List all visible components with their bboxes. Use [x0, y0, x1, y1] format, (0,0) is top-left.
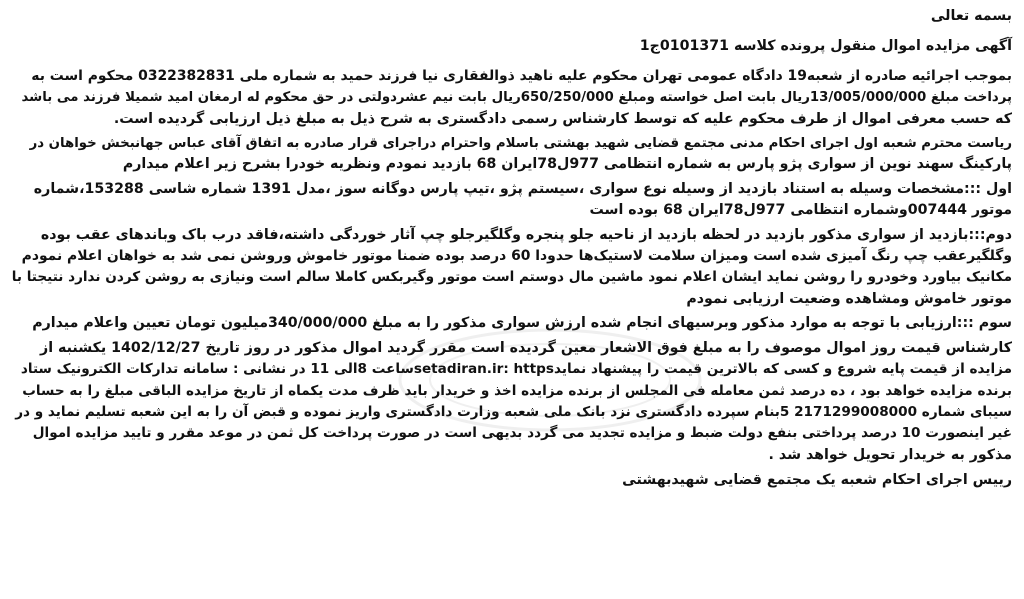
text-line: کارشناس قیمت روز اموال موصوف را به مبلغ فوق الاشعار معین گردیده است مقرر گردید اموال مذکور در روز تاریخ 1402/12/27 یکشنبه از [40, 339, 1012, 356]
paragraph-valuation [12, 313, 1012, 334]
text-line: غیر اینصورت 10 درصد پرداختی بنفع دولت ضبط و مزایده تجدید می گردد بدیهی است در صورت پرداخت کل ثمن در موعد مقرر و تایید مزایده اموال [32, 425, 1012, 442]
paragraph-auction-terms [12, 338, 1012, 466]
text-line: پرداخت مبلغ 13/005/000/000ریال بابت اصل خواسته ومبلغ 650/250/000ریال بابت نیم عشردولتی در حق محکوم له ارمغان امید شمیلا فرزند می باشد [21, 90, 1012, 106]
text-line: برنده مزایده خواهد بود ، ده درصد ثمن معامله فی المجلس از برنده مزایده اخذ و خریدار باید ظرف مدت یکماه از تاریخ مزایده الباقی مبلغ را به حساب [22, 382, 1012, 399]
text-line: که حسب معرفی اموال از طرف محکوم علیه که توسط کارشناس رسمی دادگستری به شرح ذیل به مبلغ ذیل ارزیابی گردیده است. [113, 110, 1012, 127]
text-line: مکانیک بیاورد وخودرو را روشن نماید ایشان اعلام نمود ماشین مال دوستم است موتور وگیربکس کاملا سالم است ونیازی به روشن کردن ندارد نتیجتا با [11, 269, 1012, 286]
paragraph-inspection [12, 225, 1012, 311]
text-line: مذکور به خریدار تحویل خواهد شد . [768, 446, 1012, 463]
paragraph-execution-order [12, 66, 1012, 130]
text-line: اول :::مشخصات وسیله به استناد بازدید از وسیله نوع سواری ،سیستم پژو ،تیپ پارس دوگانه سوز ،مدل 1391 شماره شاسی 153288،شماره [33, 180, 1012, 197]
text-line: بموجب اجرائیه صادره از شعبه19 دادگاه عمومی تهران محکوم علیه ناهید ذوالفقاری نیا فرزند حمید به شماره ملی 0322382831 محکوم است به [31, 67, 1012, 84]
text-line: موتور خاموش ومشاهده وضعیت ارزیابی نمودم [686, 290, 1012, 307]
text-line: پارکینگ سهند نوین از سواری پژو پارس به شماره انتظامی 977ل78ایران 68 بازدید نمودم ونظریه خودرا بشرح زیر اعلام میدارم [122, 156, 1012, 173]
text-line: ریاست محترم شعبه اول اجرای احکام مدنی مجتمع قضایی شهید بهشتی باسلام واحترام دراجرای قرار صادره به اتفاق آقای عباس جهانبخش خواهان در [29, 136, 1012, 152]
paragraph-vehicle-specs [12, 179, 1012, 222]
signature-line: رییس اجرای احکام شعبه یک مجتمع قضایی شهیدبهشتی [622, 472, 1012, 489]
text-line: سیبای شماره 2171299008000 5بنام سپرده دادگستری نزد بانک ملی شعبه وزارت دادگستری واریز نموده و قبض آن را به این شعبه تسلیم نماید و در [15, 403, 1012, 420]
document-heading: بسمه تعالی [930, 8, 1012, 24]
text-line: موتور 007444وشماره انتظامی 977ل78ایران 68 بوده است [589, 202, 1012, 219]
text-line: سوم :::ارزیابی با توجه به موارد مذکور وبرسیهای انجام شده ارزش سواری مذکور را به مبلغ 340/000/000میلیون تومان تعیین واعلام میدارم [32, 315, 1012, 332]
paragraph-expert-intro [12, 133, 1012, 176]
text-line: دوم:::بازدید از سواری مذکور بازدید در لحظه بازدید از ناحیه جلو پنجره وگلگیرجلو چپ آثار خوردگی داشته،فاقد درب باک وباندهای عقب بوده [40, 226, 1012, 243]
text-line: مزایده از قیمت پایه شروع و کسی که بالاترین قیمت را پیشنهاد نمایدsetadiran.ir: httpsساعت 8الی 11 در نشانی : سامانه تدارکات الکترونیک ستاد [20, 361, 1012, 378]
text-line: وگلگیرعقب چپ رنگ آمیزی شده است ومیزان سلامت لاستیک‌ها حدودا 60 درصد بوده ضمنا موتور خاموش وروشن نمی شد به خواهان اعلام نمودم [21, 248, 1012, 265]
notice-title: آگهی مزایده اموال منقول پرونده کلاسه 0101371ج1 [639, 38, 1012, 55]
